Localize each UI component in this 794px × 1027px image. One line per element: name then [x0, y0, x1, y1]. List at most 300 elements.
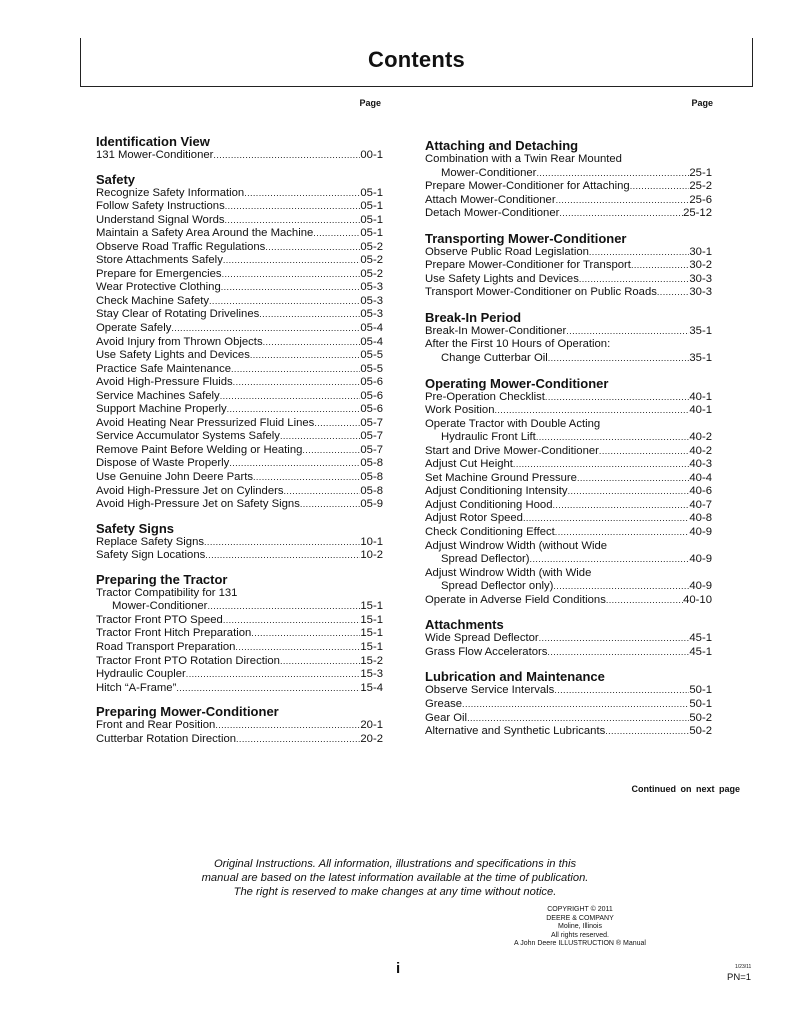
- toc-page-number: 30-1: [689, 245, 712, 258]
- toc-page-number: 05-5: [360, 349, 383, 362]
- toc-page-number: 45-1: [689, 645, 712, 658]
- dot-leader: [225, 200, 361, 214]
- toc-page-number: 05-1: [360, 227, 383, 240]
- dot-leader: [265, 241, 360, 255]
- toc-entry-text: Combination with a Twin Rear Mounted: [425, 153, 622, 165]
- toc-entry[interactable]: [96, 600, 383, 614]
- toc-page-number: 05-2: [360, 254, 383, 267]
- toc-entry[interactable]: [425, 458, 712, 472]
- dot-leader: [314, 417, 360, 431]
- dot-leader: [536, 167, 689, 181]
- dot-leader: [494, 404, 689, 418]
- toc-entry[interactable]: [96, 254, 383, 268]
- toc-entry[interactable]: [96, 268, 383, 282]
- toc-entry[interactable]: [96, 498, 383, 512]
- page-number: i: [396, 960, 401, 977]
- toc-entry-text: Stay Clear of Rotating Drivelines: [96, 308, 260, 321]
- dot-leader: [225, 214, 361, 228]
- toc-entry[interactable]: [425, 499, 712, 513]
- dot-leader: [605, 725, 689, 739]
- toc-page-number: 10-1: [360, 535, 383, 548]
- toc-page-number: 25-1: [689, 166, 712, 179]
- toc-page-number: 15-1: [360, 640, 383, 653]
- toc-entry-text: Adjust Conditioning Hood: [425, 498, 553, 511]
- toc-entry[interactable]: [96, 241, 383, 255]
- toc-entry[interactable]: [425, 512, 712, 526]
- toc-entry[interactable]: [96, 430, 383, 444]
- notice-line: The right is reserved to make changes at any time without notice.: [233, 886, 557, 898]
- dot-leader: [186, 668, 361, 682]
- toc-page-number: 15-2: [360, 654, 383, 667]
- section-title: Break-In Period: [425, 309, 522, 325]
- dot-leader: [280, 655, 360, 669]
- toc-page-number: 05-7: [360, 443, 383, 456]
- toc-entry-text: Service Machines Safely: [96, 389, 220, 402]
- toc-page-number: 35-1: [689, 352, 712, 365]
- toc-page-number: 05-1: [360, 213, 383, 226]
- section-title: Attaching and Detaching: [425, 138, 579, 153]
- toc-entry-text: Replace Safety Signs: [96, 535, 205, 548]
- toc-page-number: 40-9: [689, 580, 712, 593]
- contents-section: [425, 617, 712, 659]
- toc-entry-text: Attach Mower-Conditioner: [425, 193, 556, 206]
- copyright-block: [490, 906, 670, 949]
- toc-entry[interactable]: [96, 200, 383, 214]
- toc-entry[interactable]: [96, 457, 383, 471]
- toc-entry[interactable]: [96, 349, 383, 363]
- toc-page-number: 30-3: [689, 286, 712, 299]
- dot-leader: [207, 600, 360, 614]
- dot-leader: [631, 259, 689, 273]
- toc-entry[interactable]: [96, 336, 383, 350]
- toc-entry-text: Wide Spread Deflector: [425, 632, 539, 645]
- page-column-heading: Page: [691, 98, 713, 108]
- toc-page-number: 25-12: [683, 207, 712, 220]
- toc-entry-text: Observe Public Road Legislation: [425, 245, 589, 258]
- toc-entry[interactable]: [96, 627, 383, 641]
- notice-line: Original Instructions. All information, illustrations and specifications in this: [213, 858, 577, 870]
- dot-leader: [205, 549, 360, 563]
- dot-leader: [222, 268, 361, 282]
- dot-leader: [568, 485, 690, 499]
- dot-leader: [545, 391, 689, 405]
- toc-entry-text: Use Safety Lights and Devices: [96, 349, 250, 362]
- dot-leader: [566, 325, 689, 339]
- toc-page-number: 50-1: [689, 684, 712, 697]
- toc-page-number: 40-10: [683, 593, 712, 606]
- toc-entry[interactable]: [96, 322, 383, 336]
- toc-entry[interactable]: [425, 207, 712, 221]
- dot-leader: [302, 444, 360, 458]
- dot-leader: [229, 457, 360, 471]
- toc-entry-text: Dispose of Waste Properly: [96, 457, 230, 470]
- dot-leader: [554, 684, 689, 698]
- toc-page-number: 25-6: [689, 193, 712, 206]
- toc-entry[interactable]: [425, 286, 712, 300]
- toc-page-number: 15-1: [360, 613, 383, 626]
- toc-page-number: 05-6: [360, 403, 383, 416]
- dot-leader: [548, 352, 690, 366]
- toc-entry[interactable]: [96, 390, 383, 404]
- toc-entry-text: Use Safety Lights and Devices: [425, 272, 579, 285]
- toc-entry[interactable]: [425, 553, 712, 567]
- toc-entry[interactable]: [425, 194, 712, 208]
- dot-leader: [284, 485, 361, 499]
- toc-entry-text: Transport Mower-Conditioner on Public Roads: [425, 286, 657, 299]
- toc-entry-text: Work Position: [425, 404, 495, 417]
- section-title: Safety Signs: [96, 520, 175, 536]
- toc-entry[interactable]: [96, 536, 383, 550]
- copyright-line: A John Deere ILLUSTRUCTION ® Manual: [514, 940, 646, 947]
- dot-leader: [553, 499, 690, 513]
- section-title: Preparing Mower-Conditioner: [96, 704, 279, 720]
- toc-page-number: 05-8: [360, 471, 383, 484]
- toc-page-number: 45-1: [689, 632, 712, 645]
- toc-entry[interactable]: [96, 417, 383, 431]
- copyright-line: All rights reserved.: [551, 931, 609, 939]
- dot-leader: [530, 553, 690, 567]
- toc-page-number: 05-1: [360, 200, 383, 213]
- toc-page-number: 40-1: [689, 390, 712, 403]
- date-code: 1/23/11: [735, 964, 752, 970]
- section-title: Attachments: [425, 617, 504, 633]
- toc-entry-text: Prepare Mower-Conditioner for Attaching: [425, 180, 630, 193]
- toc-entry-text: Tractor Front PTO Speed: [96, 613, 223, 626]
- continued-note: Continued on next page: [631, 784, 740, 794]
- toc-entry-text: Avoid High-Pressure Fluids: [96, 376, 233, 389]
- toc-entry[interactable]: [425, 404, 712, 418]
- toc-entry[interactable]: [425, 352, 712, 366]
- toc-page-number: 15-1: [360, 627, 383, 640]
- toc-entry-text: Observe Road Traffic Regulations: [96, 240, 266, 253]
- section-title: Preparing the Tractor: [96, 571, 228, 587]
- toc-entry[interactable]: [96, 376, 383, 390]
- dot-leader: [235, 641, 360, 655]
- dot-leader: [171, 322, 360, 336]
- dot-leader: [263, 336, 361, 350]
- copyright-line: DEERE & COMPANY: [546, 914, 614, 922]
- dot-leader: [313, 227, 360, 241]
- toc-page-number: 50-1: [689, 697, 712, 710]
- toc-entry-text: Set Machine Ground Pressure: [425, 471, 577, 484]
- section-title: Lubrication and Maintenance: [425, 669, 605, 685]
- contents-section: [96, 172, 383, 512]
- toc-entry-text: Hitch “A-Frame”: [96, 681, 177, 694]
- toc-entry[interactable]: [96, 485, 383, 499]
- toc-entry-text: Observe Service Intervals: [425, 684, 555, 697]
- toc-entry-text: Alternative and Synthetic Lubricants: [425, 725, 606, 738]
- toc-entry[interactable]: [96, 281, 383, 295]
- toc-entry-text: Use Genuine John Deere Parts: [96, 471, 253, 484]
- toc-entry-text: Safety Sign Locations: [96, 549, 206, 562]
- part-number: PN=1: [727, 972, 752, 983]
- toc-page-number: 05-5: [360, 362, 383, 375]
- toc-entry[interactable]: [96, 471, 383, 485]
- toc-entry[interactable]: [96, 668, 383, 682]
- toc-page-number: 05-7: [360, 416, 383, 429]
- toc-page-number: 25-2: [689, 180, 712, 193]
- toc-entry-text: Support Machine Properly: [96, 403, 227, 416]
- toc-entry-text: Operate in Adverse Field Conditions: [425, 593, 606, 606]
- toc-entry-text: Prepare Mower-Conditioner for Transport: [425, 259, 631, 272]
- toc-entry[interactable]: [96, 682, 383, 696]
- toc-entry-text: Check Conditioning Effect: [425, 526, 555, 539]
- contents-section: [96, 572, 383, 695]
- toc-entry-text: Check Machine Safety: [96, 294, 210, 307]
- toc-entry[interactable]: [96, 308, 383, 322]
- toc-entry[interactable]: [425, 646, 712, 660]
- toc-entry-text: Cutterbar Rotation Direction: [96, 732, 237, 745]
- dot-leader: [555, 526, 690, 540]
- dot-leader: [259, 308, 360, 322]
- toc-page-number: 40-9: [689, 553, 712, 566]
- toc-entry-text: Tractor Front PTO Rotation Direction: [96, 654, 280, 667]
- toc-entry[interactable]: [425, 594, 712, 608]
- dot-leader: [231, 363, 360, 377]
- toc-entry[interactable]: [96, 227, 383, 241]
- toc-page-number: 40-2: [689, 431, 712, 444]
- toc-entry[interactable]: [425, 684, 712, 698]
- toc-entry[interactable]: [425, 246, 712, 260]
- toc-page-number: 05-2: [360, 267, 383, 280]
- toc-page-number: 40-1: [689, 404, 712, 417]
- toc-entry-text: Detach Mower-Conditioner: [425, 207, 560, 220]
- toc-entry-text: Wear Protective Clothing: [96, 281, 221, 294]
- toc-page-number: 05-3: [360, 308, 383, 321]
- toc-entry-text: Adjust Cut Height: [425, 458, 513, 471]
- dot-leader: [300, 498, 361, 512]
- contents-section: [96, 521, 383, 563]
- dot-leader: [236, 733, 360, 747]
- dot-leader: [227, 403, 361, 417]
- toc-page-number: 40-9: [689, 526, 712, 539]
- dot-leader: [513, 458, 689, 472]
- dot-leader: [244, 187, 360, 201]
- toc-entry[interactable]: [425, 632, 712, 646]
- dot-leader: [539, 632, 690, 646]
- dot-leader: [599, 445, 689, 459]
- toc-page-number: 05-8: [360, 484, 383, 497]
- dot-leader: [223, 254, 361, 268]
- toc-entry[interactable]: [96, 149, 383, 163]
- toc-entry[interactable]: [96, 733, 383, 747]
- toc-entry-text: Prepare for Emergencies: [96, 267, 222, 280]
- toc-entry[interactable]: [425, 325, 712, 339]
- toc-entry[interactable]: [96, 641, 383, 655]
- toc-entry-text: Maintain a Safety Area Around the Machine: [96, 227, 314, 240]
- toc-entry-text: Tractor Compatibility for 131: [96, 586, 238, 599]
- toc-entry-text: Adjust Windrow Width (without Wide: [425, 539, 608, 552]
- toc-entry[interactable]: [425, 167, 712, 181]
- toc-page-number: 40-7: [689, 498, 712, 511]
- toc-entry[interactable]: [425, 526, 712, 540]
- toc-entry[interactable]: [96, 444, 383, 458]
- toc-entry-text: Break-In Mower-Conditioner: [425, 324, 567, 337]
- dot-leader: [176, 682, 360, 696]
- dot-leader: [213, 149, 360, 163]
- contents-section: [425, 310, 712, 366]
- dot-leader: [253, 471, 360, 485]
- dot-leader: [280, 430, 360, 444]
- toc-entry[interactable]: [425, 712, 712, 726]
- dot-leader: [462, 698, 689, 712]
- toc-entry-text: Avoid High-Pressure Jet on Safety Signs: [96, 498, 300, 511]
- left-sections: [96, 134, 383, 746]
- toc-entry[interactable]: [96, 295, 383, 309]
- toc-entry-text: After the First 10 Hours of Operation:: [425, 338, 611, 351]
- toc-entry[interactable]: [425, 580, 712, 594]
- toc-entry-text: Spread Deflector only): [441, 580, 554, 593]
- toc-entry[interactable]: [425, 391, 712, 405]
- toc-entry-text: Hydraulic Coupler: [96, 668, 186, 681]
- toc-entry[interactable]: [425, 698, 712, 712]
- toc-page-number: 40-2: [689, 444, 712, 457]
- dot-leader: [556, 194, 690, 208]
- toc-entry-text: Tractor Front Hitch Preparation: [96, 627, 252, 640]
- toc-entry-text: Grass Flow Accelerators: [425, 645, 548, 658]
- toc-entry-text: Store Attachments Safely: [96, 254, 223, 267]
- toc-entry[interactable]: [96, 614, 383, 628]
- toc-page-number: 05-4: [360, 322, 383, 335]
- toc-entry-text: Change Cutterbar Oil: [441, 352, 548, 365]
- toc-entry-text: Remove Paint Before Welding or Heating: [96, 443, 303, 456]
- contents-left-column: [96, 98, 383, 746]
- toc-page-number: 05-8: [360, 457, 383, 470]
- dot-leader: [223, 614, 361, 628]
- toc-entry-text: Avoid Injury from Thrown Objects: [96, 335, 263, 348]
- dot-leader: [215, 719, 360, 733]
- toc-page-number: 50-2: [689, 725, 712, 738]
- toc-page-number: 15-4: [360, 681, 383, 694]
- toc-page-number: 40-4: [689, 471, 712, 484]
- toc-page-number: 05-3: [360, 281, 383, 294]
- section-title: Safety: [96, 171, 136, 187]
- section-title: Identification View: [96, 134, 210, 149]
- right-sections: [425, 138, 712, 739]
- toc-page-number: 05-3: [360, 294, 383, 307]
- toc-entry[interactable]: [96, 363, 383, 377]
- toc-entry[interactable]: [425, 273, 712, 287]
- dot-leader: [204, 536, 360, 550]
- dot-leader: [606, 594, 683, 608]
- toc-page-number: 00-1: [360, 149, 383, 161]
- dot-leader: [553, 580, 689, 594]
- contents-right-column: [425, 98, 712, 739]
- toc-entry[interactable]: [96, 187, 383, 201]
- toc-entry[interactable]: [425, 445, 712, 459]
- toc-entry-text: Gear Oil: [425, 711, 468, 724]
- toc-page-number: 05-7: [360, 430, 383, 443]
- toc-entry[interactable]: [425, 725, 712, 739]
- toc-page-number: 30-3: [689, 272, 712, 285]
- contents-section: [425, 231, 712, 300]
- dot-leader: [251, 627, 360, 641]
- dot-leader: [536, 431, 690, 445]
- dot-leader: [577, 472, 689, 486]
- toc-entry[interactable]: [96, 655, 383, 669]
- toc-entry-text: Adjust Rotor Speed: [425, 512, 523, 525]
- toc-page-number: 15-3: [360, 668, 383, 681]
- dot-leader: [630, 180, 690, 194]
- dot-leader: [220, 390, 361, 404]
- toc-entry-text: Follow Safety Instructions: [96, 200, 225, 213]
- toc-entry-text: Mower-Conditioner: [112, 600, 208, 613]
- toc-entry-text: Grease: [425, 697, 463, 710]
- contents-section: [425, 376, 712, 608]
- copyright-line: Moline, Illinois: [558, 923, 602, 930]
- toc-entry-text: Mower-Conditioner: [441, 166, 537, 179]
- toc-page-number: 05-6: [360, 376, 383, 389]
- toc-entry[interactable]: [96, 403, 383, 417]
- toc-entry-text: Operate Safely: [96, 322, 172, 335]
- toc-entry-text: Hydraulic Front Lift: [441, 431, 536, 444]
- toc-page-number: 35-1: [689, 324, 712, 337]
- toc-page-number: 10-2: [360, 549, 383, 562]
- toc-entry[interactable]: [425, 472, 712, 486]
- dot-leader: [547, 646, 689, 660]
- toc-page-number: 05-9: [360, 498, 383, 511]
- contents-section: [96, 134, 383, 163]
- contents-section: [96, 704, 383, 746]
- toc-entry-text: Avoid Heating Near Pressurized Fluid Lines: [96, 416, 315, 429]
- toc-page-number: 15-1: [360, 600, 383, 613]
- dot-leader: [221, 281, 361, 295]
- toc-entry[interactable]: [96, 549, 383, 563]
- dot-leader: [657, 286, 689, 300]
- dot-leader: [589, 246, 689, 260]
- page-column-heading: Page: [359, 98, 381, 108]
- toc-entry[interactable]: [425, 431, 712, 445]
- toc-page-number: 20-1: [360, 719, 383, 732]
- page-title: Contents: [368, 47, 465, 72]
- toc-entry[interactable]: [96, 719, 383, 733]
- toc-entry-text: Road Transport Preparation: [96, 640, 236, 653]
- notice-line: manual are based on the latest information available at the time of publication.: [201, 872, 589, 884]
- toc-page-number: 05-2: [360, 240, 383, 253]
- dot-leader: [579, 273, 690, 287]
- toc-entry-text: Start and Drive Mower-Conditioner: [425, 444, 599, 457]
- dot-leader: [467, 712, 689, 726]
- dot-leader: [523, 512, 689, 526]
- contents-section: [425, 669, 712, 738]
- toc-page-number: 50-2: [689, 711, 712, 724]
- toc-entry[interactable]: [425, 180, 712, 194]
- dot-leader: [233, 376, 361, 390]
- toc-entry-text: Avoid High-Pressure Jet on Cylinders: [96, 484, 284, 497]
- instructions-notice: [140, 857, 650, 899]
- toc-entry-text: Operate Tractor with Double Acting: [425, 417, 601, 430]
- toc-entry-text: Adjust Windrow Width (with Wide: [425, 566, 592, 579]
- header-divider: [80, 86, 753, 87]
- section-title: Transporting Mower-Conditioner: [425, 230, 627, 246]
- toc-entry-text: Pre-Operation Checklist: [425, 390, 545, 403]
- toc-page-number: 05-4: [360, 335, 383, 348]
- toc-entry[interactable]: [425, 485, 712, 499]
- toc-entry[interactable]: [96, 214, 383, 228]
- toc-entry[interactable]: [425, 259, 712, 273]
- section-title: Operating Mower-Conditioner: [425, 375, 609, 391]
- toc-entry-text: 131 Mower-Conditioner: [96, 149, 214, 161]
- toc-entry-text: Practice Safe Maintenance: [96, 362, 232, 375]
- dot-leader: [559, 207, 683, 221]
- dot-leader: [209, 295, 360, 309]
- toc-page-number: 40-8: [689, 512, 712, 525]
- contents-section: [425, 138, 712, 221]
- toc-entry-text: Front and Rear Position: [96, 719, 216, 732]
- toc-page-number: 05-6: [360, 389, 383, 402]
- toc-page-number: 40-3: [689, 458, 712, 471]
- toc-entry-text: Adjust Conditioning Intensity: [425, 485, 568, 498]
